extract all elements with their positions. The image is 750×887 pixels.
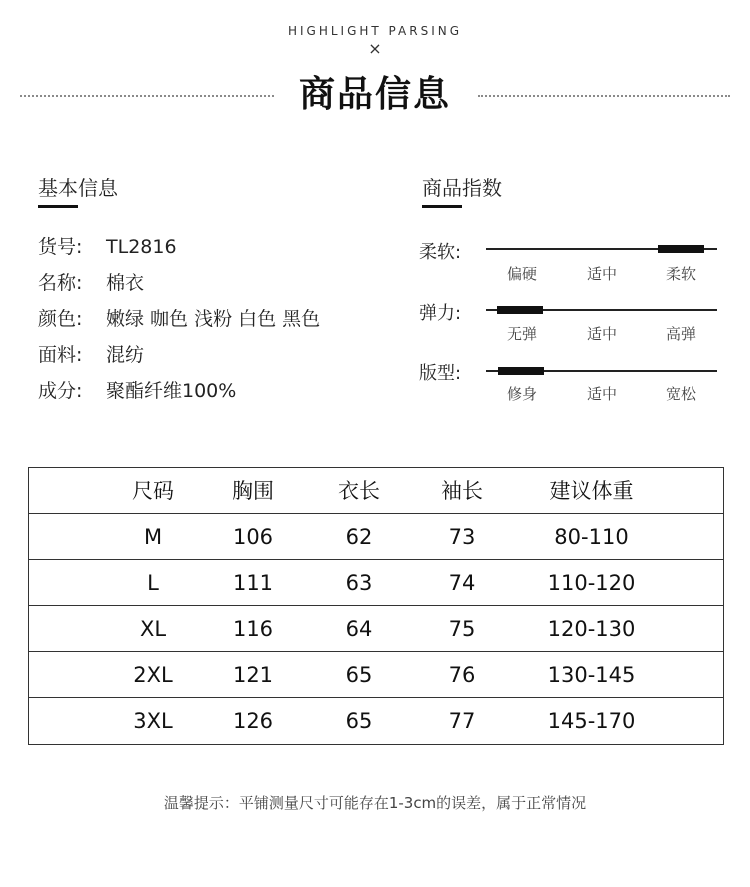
- dotted-divider-right: [478, 95, 730, 97]
- table-cell: 80-110: [554, 525, 629, 549]
- header-weight: 建议体重: [549, 479, 634, 503]
- table-cell: M: [143, 525, 163, 549]
- table-cell: L: [147, 571, 159, 595]
- table-cell: 126: [232, 709, 274, 733]
- table-row: [29, 652, 723, 698]
- table-cell: 65: [345, 709, 373, 733]
- info-value: TL2816: [106, 236, 177, 258]
- highlight-parsing-text: HIGHLIGHT PARSING: [287, 24, 463, 38]
- softness-indicator: [658, 245, 704, 253]
- info-value: 嫩绿 咖色 浅粉 白色 黑色: [106, 308, 321, 330]
- table-row: [29, 560, 723, 606]
- info-row-fabric: [38, 342, 144, 368]
- header-size: 尺码: [132, 479, 174, 503]
- fit-indicator: [498, 367, 544, 375]
- table-cell: 64: [345, 617, 373, 641]
- info-key: 面料:: [38, 344, 83, 366]
- elasticity-label: 弹力:: [419, 303, 462, 324]
- table-cell: 130-145: [547, 663, 636, 687]
- table-cell: 3XL: [133, 709, 173, 733]
- table-cell: 111: [232, 571, 274, 595]
- table-cell: 75: [448, 617, 476, 641]
- cross-mark: ×: [368, 39, 382, 58]
- elasticity-indicator: [497, 306, 543, 314]
- table-cell: XL: [139, 617, 167, 641]
- basic-info-title: 基本信息: [38, 176, 118, 200]
- table-cell: 74: [448, 571, 476, 595]
- table-cell: 110-120: [547, 571, 636, 595]
- header-chest: 胸围: [232, 479, 274, 503]
- table-cell: 63: [345, 571, 373, 595]
- table-row: [29, 514, 723, 560]
- info-row-item-no: [38, 234, 177, 260]
- header-sleeve: 袖长: [441, 479, 483, 503]
- info-key: 成分:: [38, 380, 83, 402]
- elasticity-option-medium: 适中: [586, 325, 617, 343]
- table-cell: 2XL: [133, 663, 173, 687]
- table-cell: 116: [232, 617, 274, 641]
- softness-option-hard: 偏硬: [506, 265, 537, 283]
- info-row-composition: [38, 378, 236, 404]
- info-row-color: [38, 306, 320, 332]
- elasticity-option-high: 高弹: [665, 325, 696, 343]
- header-length: 衣长: [338, 479, 380, 503]
- table-cell: 77: [448, 709, 476, 733]
- table-header-row: [29, 468, 723, 514]
- elasticity-option-none: 无弹: [506, 325, 537, 343]
- info-value: 棉衣: [106, 272, 145, 294]
- info-key: 颜色:: [38, 308, 83, 330]
- table-cell: 65: [345, 663, 373, 687]
- info-row-name: [38, 270, 144, 296]
- size-table: [28, 467, 724, 745]
- fit-option-loose: 宽松: [665, 385, 696, 403]
- table-cell: 73: [448, 525, 476, 549]
- table-cell: 62: [345, 525, 373, 549]
- softness-label: 柔软:: [419, 242, 462, 263]
- info-value: 混纺: [106, 344, 145, 366]
- table-cell: 106: [232, 525, 274, 549]
- product-index-underline: [422, 205, 462, 208]
- info-key: 货号:: [38, 236, 83, 258]
- fit-label: 版型:: [419, 363, 462, 384]
- table-row: [29, 698, 723, 744]
- product-index-title: 商品指数: [422, 176, 502, 200]
- softness-option-medium: 适中: [586, 265, 617, 283]
- fit-option-slim: 修身: [506, 385, 537, 403]
- basic-info-underline: [38, 205, 78, 208]
- info-key: 名称:: [38, 272, 83, 294]
- table-row: [29, 606, 723, 652]
- measurement-note: 温馨提示：平铺测量尺寸可能存在1-3cm的误差，属于正常情况: [163, 794, 587, 812]
- softness-option-soft: 柔软: [665, 265, 696, 283]
- table-cell: 120-130: [547, 617, 636, 641]
- table-cell: 145-170: [547, 709, 636, 733]
- info-value: 聚酯纤维100%: [106, 380, 237, 402]
- table-cell: 121: [232, 663, 274, 687]
- table-cell: 76: [448, 663, 476, 687]
- page-title: 商品信息: [298, 74, 451, 115]
- fit-option-medium: 适中: [586, 385, 617, 403]
